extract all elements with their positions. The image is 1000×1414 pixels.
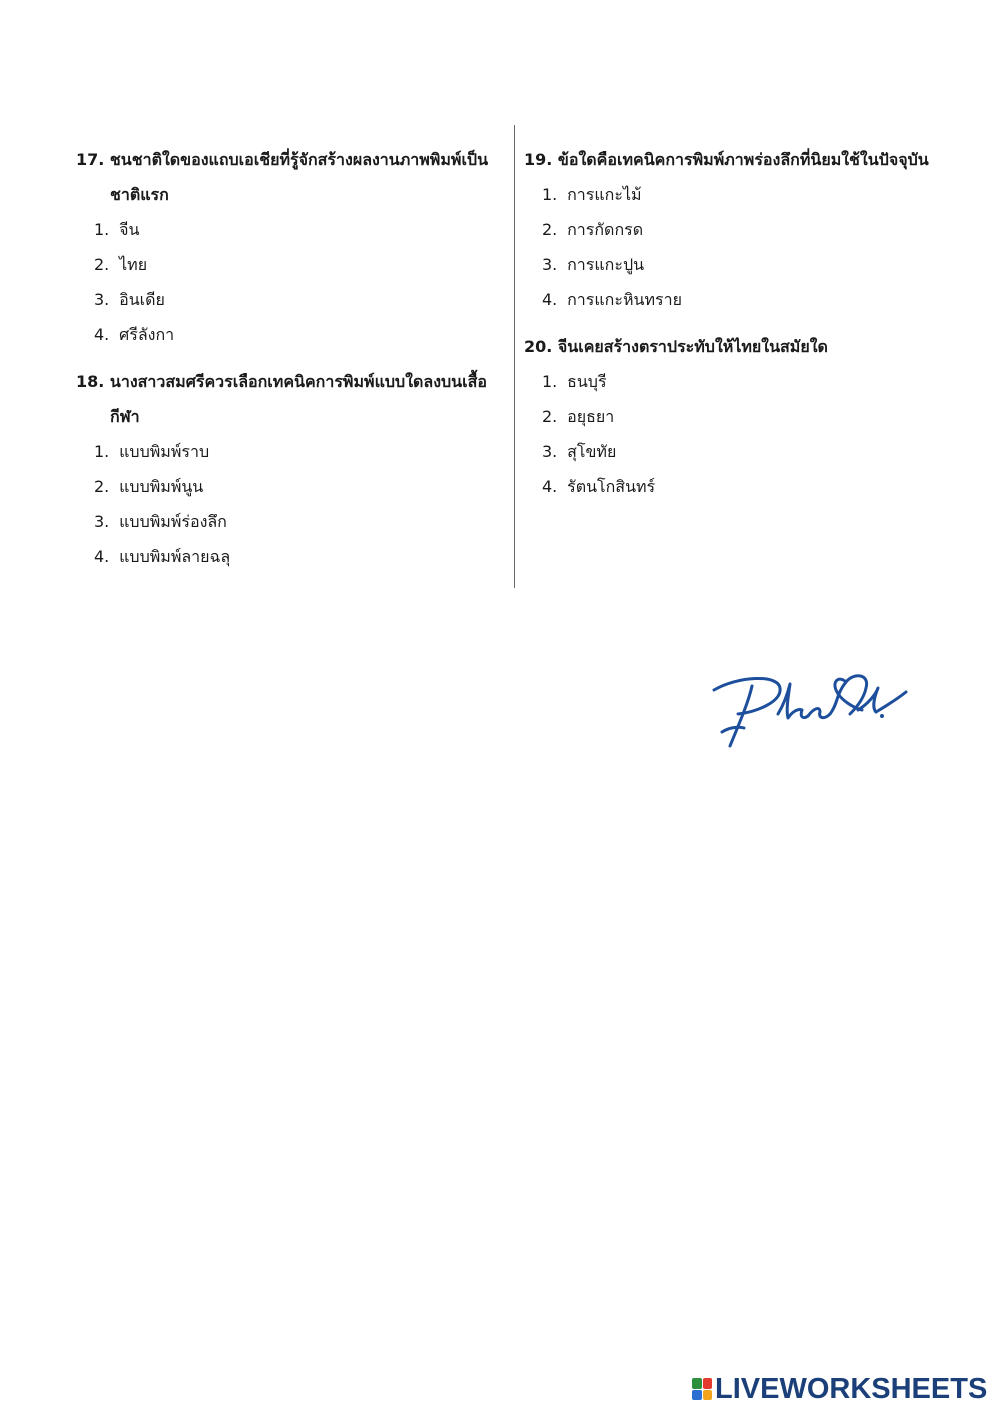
right-question-column — [524, 142, 949, 516]
question-text: 18. นางสาวสมศรีควรเลือกเทคนิคการพิมพ์แบบใดลงบนเสื้อกีฬา — [76, 372, 487, 426]
choice-option: 1. แบบพิมพ์ราบ — [94, 442, 210, 461]
choice-option: 2. แบบพิมพ์นูน — [94, 477, 204, 496]
choice-option: 3. สุโขทัย — [542, 442, 617, 461]
choice-option: 3. อินเดีย — [94, 290, 165, 309]
choice-option: 1. การแกะไม้ — [542, 185, 642, 204]
choice-option: 3. แบบพิมพ์ร่องลึก — [94, 512, 227, 531]
choice-option: 1. ธนบุรี — [542, 372, 607, 391]
question-text: 20. จีนเคยสร้างตราประทับให้ไทยในสมัยใด — [524, 337, 828, 356]
liveworksheets-icon — [692, 1378, 712, 1400]
question-text: 17. ชนชาติใดของแถบเอเชียที่รู้จักสร้างผลงานภาพพิมพ์เป็นชาติแรก — [76, 150, 489, 204]
question-19 — [524, 142, 949, 317]
choice-option: 4. ศรีลังกา — [94, 325, 175, 344]
choice-option: 2. ไทย — [94, 255, 148, 274]
choice-option: 4. รัตนโกสินทร์ — [542, 477, 656, 496]
signature-image — [708, 664, 913, 756]
choice-option: 2. อยุธยา — [542, 407, 615, 426]
brand-name: LIVEWORKSHEETS — [715, 1372, 988, 1405]
choice-option: 3. การแกะปูน — [542, 255, 645, 274]
question-17 — [76, 142, 501, 352]
choice-option: 1. จีน — [94, 220, 140, 239]
liveworksheets-logo — [692, 1372, 987, 1406]
question-text: 19. ข้อใดคือเทคนิคการพิมพ์ภาพร่องลึกที่นิยมใช้ในปัจจุบัน — [524, 150, 929, 169]
column-divider — [514, 125, 515, 588]
choice-option: 4. การแกะหินทราย — [542, 290, 682, 309]
question-18 — [76, 364, 501, 574]
choice-option: 4. แบบพิมพ์ลายฉลุ — [94, 547, 231, 566]
choice-option: 2. การกัดกรด — [542, 220, 644, 239]
left-question-column — [76, 142, 501, 586]
question-20 — [524, 329, 949, 504]
